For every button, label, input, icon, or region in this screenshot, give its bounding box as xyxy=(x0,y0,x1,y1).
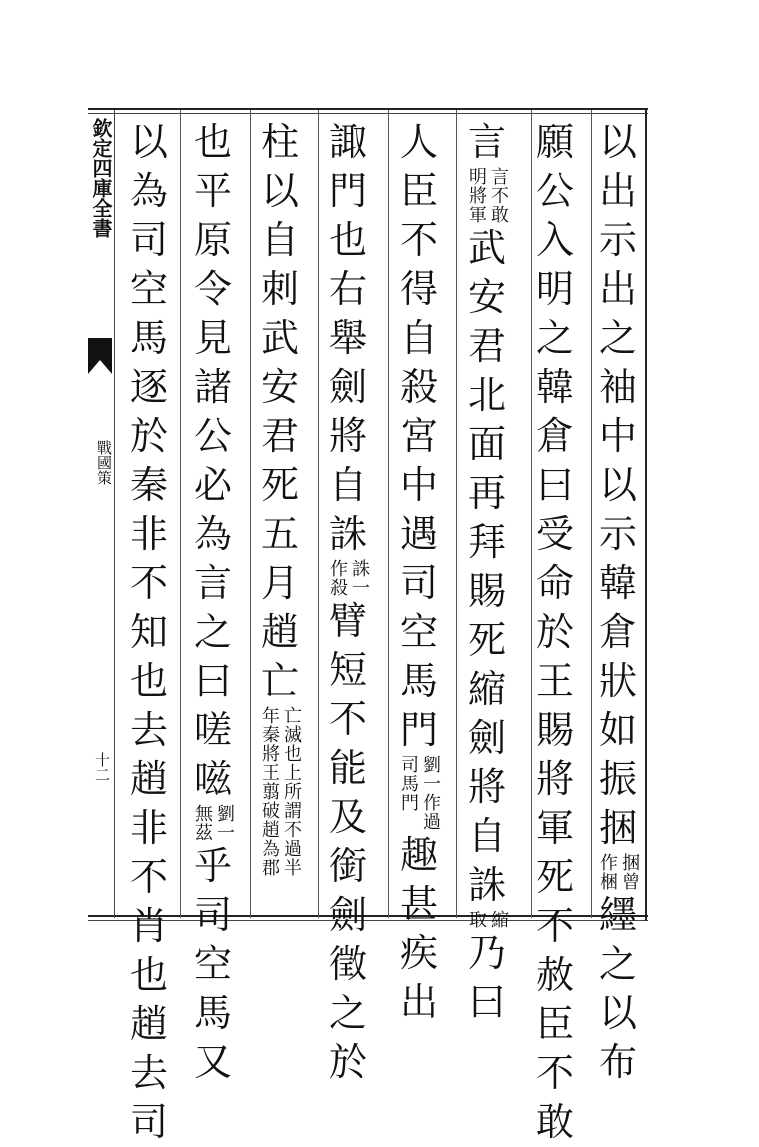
body-char: 振 xyxy=(598,757,637,801)
body-char: 五 xyxy=(260,512,299,556)
body-char: 徵 xyxy=(328,942,367,986)
text-column-1 xyxy=(593,118,643,1087)
body-char: 及 xyxy=(328,795,367,839)
body-char: 臣 xyxy=(535,1002,574,1046)
body-char: 倉 xyxy=(535,414,574,458)
body-char: 刺 xyxy=(260,267,299,311)
body-char: 以 xyxy=(598,991,637,1035)
body-char: 諸 xyxy=(193,365,232,409)
body-char: 趙 xyxy=(129,757,168,801)
body-char: 不 xyxy=(129,855,168,899)
body-char: 敢 xyxy=(535,1100,574,1144)
body-char: 將 xyxy=(467,765,506,809)
body-char: 之 xyxy=(598,942,637,986)
commentary-note xyxy=(188,804,238,842)
body-char: 明 xyxy=(535,267,574,311)
body-char: 銜 xyxy=(328,844,367,888)
body-char: 原 xyxy=(193,218,232,262)
body-char: 示 xyxy=(598,512,637,556)
body-char: 出 xyxy=(598,267,637,311)
book-title: 欽定四庫全書 xyxy=(89,118,113,238)
body-char: 馬 xyxy=(129,316,168,360)
text-column-2 xyxy=(530,118,580,1147)
body-char: 賜 xyxy=(467,569,506,613)
body-char: 出 xyxy=(399,980,438,1024)
body-char: 短 xyxy=(328,648,367,692)
body-char: 死 xyxy=(535,855,574,899)
body-char: 自 xyxy=(328,463,367,507)
body-char: 拜 xyxy=(467,520,506,564)
commentary-note-right: 亡滅也上所謂不過半 xyxy=(281,706,302,877)
body-char: 以 xyxy=(598,463,637,507)
body-char: 北 xyxy=(467,373,506,417)
text-column-5 xyxy=(323,118,373,1087)
body-char: 甚 xyxy=(399,882,438,926)
text-column-6 xyxy=(255,118,305,877)
body-char: 倉 xyxy=(598,610,637,654)
commentary-note-left: 司馬門 xyxy=(398,755,419,812)
body-char: 乃 xyxy=(467,931,506,975)
body-char: 面 xyxy=(467,422,506,466)
commentary-note-right: 縮 xyxy=(488,910,509,929)
body-char: 嗟 xyxy=(193,708,232,752)
body-char: 不 xyxy=(535,904,574,948)
body-char: 不 xyxy=(399,218,438,262)
body-char: 也 xyxy=(129,659,168,703)
body-char: 也 xyxy=(328,218,367,262)
body-char: 舉 xyxy=(328,316,367,360)
body-char: 中 xyxy=(598,414,637,458)
body-char: 韓 xyxy=(535,365,574,409)
body-char: 死 xyxy=(260,463,299,507)
body-char: 能 xyxy=(328,746,367,790)
body-char: 赦 xyxy=(535,953,574,997)
column-rule xyxy=(388,110,389,918)
body-char: 嗞 xyxy=(193,757,232,801)
body-char: 秦 xyxy=(129,463,168,507)
body-char: 以 xyxy=(598,120,637,164)
body-char: 亡 xyxy=(260,659,299,703)
text-column-3 xyxy=(462,118,512,1027)
body-char: 知 xyxy=(129,610,168,654)
body-char: 必 xyxy=(193,463,232,507)
body-char: 中 xyxy=(399,463,438,507)
body-char: 臂 xyxy=(328,599,367,643)
page-border-top-inner xyxy=(88,113,648,114)
text-column-7 xyxy=(188,118,238,1087)
body-char: 右 xyxy=(328,267,367,311)
body-char: 趙 xyxy=(260,610,299,654)
body-char: 門 xyxy=(328,169,367,213)
body-char: 臣 xyxy=(399,169,438,213)
body-char: 也 xyxy=(129,953,168,997)
body-char: 自 xyxy=(399,316,438,360)
body-char: 空 xyxy=(129,267,168,311)
body-char: 示 xyxy=(598,218,637,262)
column-rule xyxy=(180,110,181,918)
body-char: 布 xyxy=(598,1040,637,1084)
text-column-4 xyxy=(394,118,444,1027)
body-char: 以 xyxy=(129,120,168,164)
body-char: 言 xyxy=(193,561,232,605)
body-char: 之 xyxy=(193,610,232,654)
body-char: 劍 xyxy=(328,893,367,937)
body-char: 死 xyxy=(467,618,506,662)
body-char: 於 xyxy=(328,1040,367,1084)
body-char: 疾 xyxy=(399,931,438,975)
body-char: 曰 xyxy=(467,980,506,1024)
body-char: 遇 xyxy=(399,512,438,556)
body-char: 司 xyxy=(193,893,232,937)
body-char: 肖 xyxy=(129,904,168,948)
body-char: 武 xyxy=(467,226,506,270)
commentary-note-right: 劉一 xyxy=(214,804,235,842)
column-rule xyxy=(250,110,251,918)
body-char: 司 xyxy=(129,218,168,262)
page-border-right xyxy=(645,108,647,921)
body-char: 不 xyxy=(535,1051,574,1095)
body-char: 誅 xyxy=(328,512,367,556)
body-char: 武 xyxy=(260,316,299,360)
commentary-note xyxy=(394,755,444,831)
body-char: 非 xyxy=(129,806,168,850)
body-char: 馬 xyxy=(399,659,438,703)
body-char: 之 xyxy=(535,316,574,360)
body-char: 殺 xyxy=(399,365,438,409)
body-char: 宮 xyxy=(399,414,438,458)
body-char: 不 xyxy=(328,697,367,741)
commentary-note-right: 劉一作過 xyxy=(420,755,441,831)
commentary-note-right: 言不敢 xyxy=(488,167,509,224)
body-char: 去 xyxy=(129,1051,168,1095)
commentary-note-right: 誅一 xyxy=(349,559,370,597)
commentary-note-right: 捆曾 xyxy=(619,853,640,891)
page-border-top xyxy=(88,108,648,110)
commentary-note xyxy=(323,559,373,597)
body-char: 軍 xyxy=(535,806,574,850)
column-rule xyxy=(318,110,319,918)
body-char: 願 xyxy=(535,120,574,164)
body-char: 令 xyxy=(193,267,232,311)
body-char: 於 xyxy=(129,414,168,458)
body-char: 誅 xyxy=(467,863,506,907)
body-char: 韓 xyxy=(598,561,637,605)
body-char: 袖 xyxy=(598,365,637,409)
body-char: 自 xyxy=(260,218,299,262)
body-char: 曰 xyxy=(193,659,232,703)
page-number: 十二 xyxy=(93,752,111,782)
body-char: 空 xyxy=(399,610,438,654)
body-char: 纆 xyxy=(598,893,637,937)
commentary-note-left: 作殺 xyxy=(327,559,348,597)
body-char: 曰 xyxy=(535,463,574,507)
body-char: 馬 xyxy=(193,991,232,1035)
commentary-note-left: 年秦將王翦破趙為郡 xyxy=(259,706,280,877)
body-char: 趙 xyxy=(129,1002,168,1046)
body-char: 於 xyxy=(535,610,574,654)
body-char: 公 xyxy=(535,169,574,213)
commentary-note-left: 無茲 xyxy=(192,804,213,842)
section-title: 戰國策 xyxy=(95,440,113,485)
body-char: 又 xyxy=(193,1040,232,1084)
body-char: 司 xyxy=(129,1100,168,1144)
commentary-note xyxy=(593,853,643,891)
commentary-note xyxy=(462,910,512,929)
body-char: 乎 xyxy=(193,844,232,888)
body-char: 為 xyxy=(129,169,168,213)
body-char: 自 xyxy=(467,814,506,858)
body-char: 將 xyxy=(535,757,574,801)
body-char: 逐 xyxy=(129,365,168,409)
column-rule xyxy=(456,110,457,918)
body-char: 將 xyxy=(328,414,367,458)
text-column-8 xyxy=(124,118,174,1147)
body-char: 王 xyxy=(535,659,574,703)
commentary-note-left: 明將軍 xyxy=(466,167,487,224)
commentary-note xyxy=(255,706,305,877)
body-char: 賜 xyxy=(535,708,574,752)
body-char: 受 xyxy=(535,512,574,556)
body-char: 再 xyxy=(467,471,506,515)
fishtail-mark-icon xyxy=(88,338,112,374)
body-char: 公 xyxy=(193,414,232,458)
body-char: 門 xyxy=(399,708,438,752)
body-char: 出 xyxy=(598,169,637,213)
body-char: 安 xyxy=(260,365,299,409)
body-char: 得 xyxy=(399,267,438,311)
body-char: 不 xyxy=(129,561,168,605)
body-char: 之 xyxy=(328,991,367,1035)
commentary-note xyxy=(462,167,512,224)
body-char: 為 xyxy=(193,512,232,556)
body-char: 縮 xyxy=(467,667,506,711)
body-char: 劍 xyxy=(328,365,367,409)
body-char: 狀 xyxy=(598,659,637,703)
body-char: 捆 xyxy=(598,806,637,850)
body-char: 空 xyxy=(193,942,232,986)
body-char: 柱 xyxy=(260,120,299,164)
body-char: 劍 xyxy=(467,716,506,760)
body-char: 言 xyxy=(467,120,506,164)
body-char: 也 xyxy=(193,120,232,164)
body-char: 非 xyxy=(129,512,168,556)
column-rule xyxy=(591,110,592,918)
body-char: 如 xyxy=(598,708,637,752)
body-char: 平 xyxy=(193,169,232,213)
body-char: 月 xyxy=(260,561,299,605)
body-char: 命 xyxy=(535,561,574,605)
body-char: 以 xyxy=(260,169,299,213)
commentary-note-left: 作梱 xyxy=(597,853,618,891)
body-char: 安 xyxy=(467,275,506,319)
body-char: 君 xyxy=(260,414,299,458)
body-char: 見 xyxy=(193,316,232,360)
body-char: 去 xyxy=(129,708,168,752)
commentary-note-left: 取 xyxy=(466,910,487,929)
body-char: 之 xyxy=(598,316,637,360)
body-char: 君 xyxy=(467,324,506,368)
body-char: 諏 xyxy=(328,120,367,164)
body-char: 入 xyxy=(535,218,574,262)
body-char: 趣 xyxy=(399,833,438,877)
body-char: 人 xyxy=(399,120,438,164)
body-char: 司 xyxy=(399,561,438,605)
